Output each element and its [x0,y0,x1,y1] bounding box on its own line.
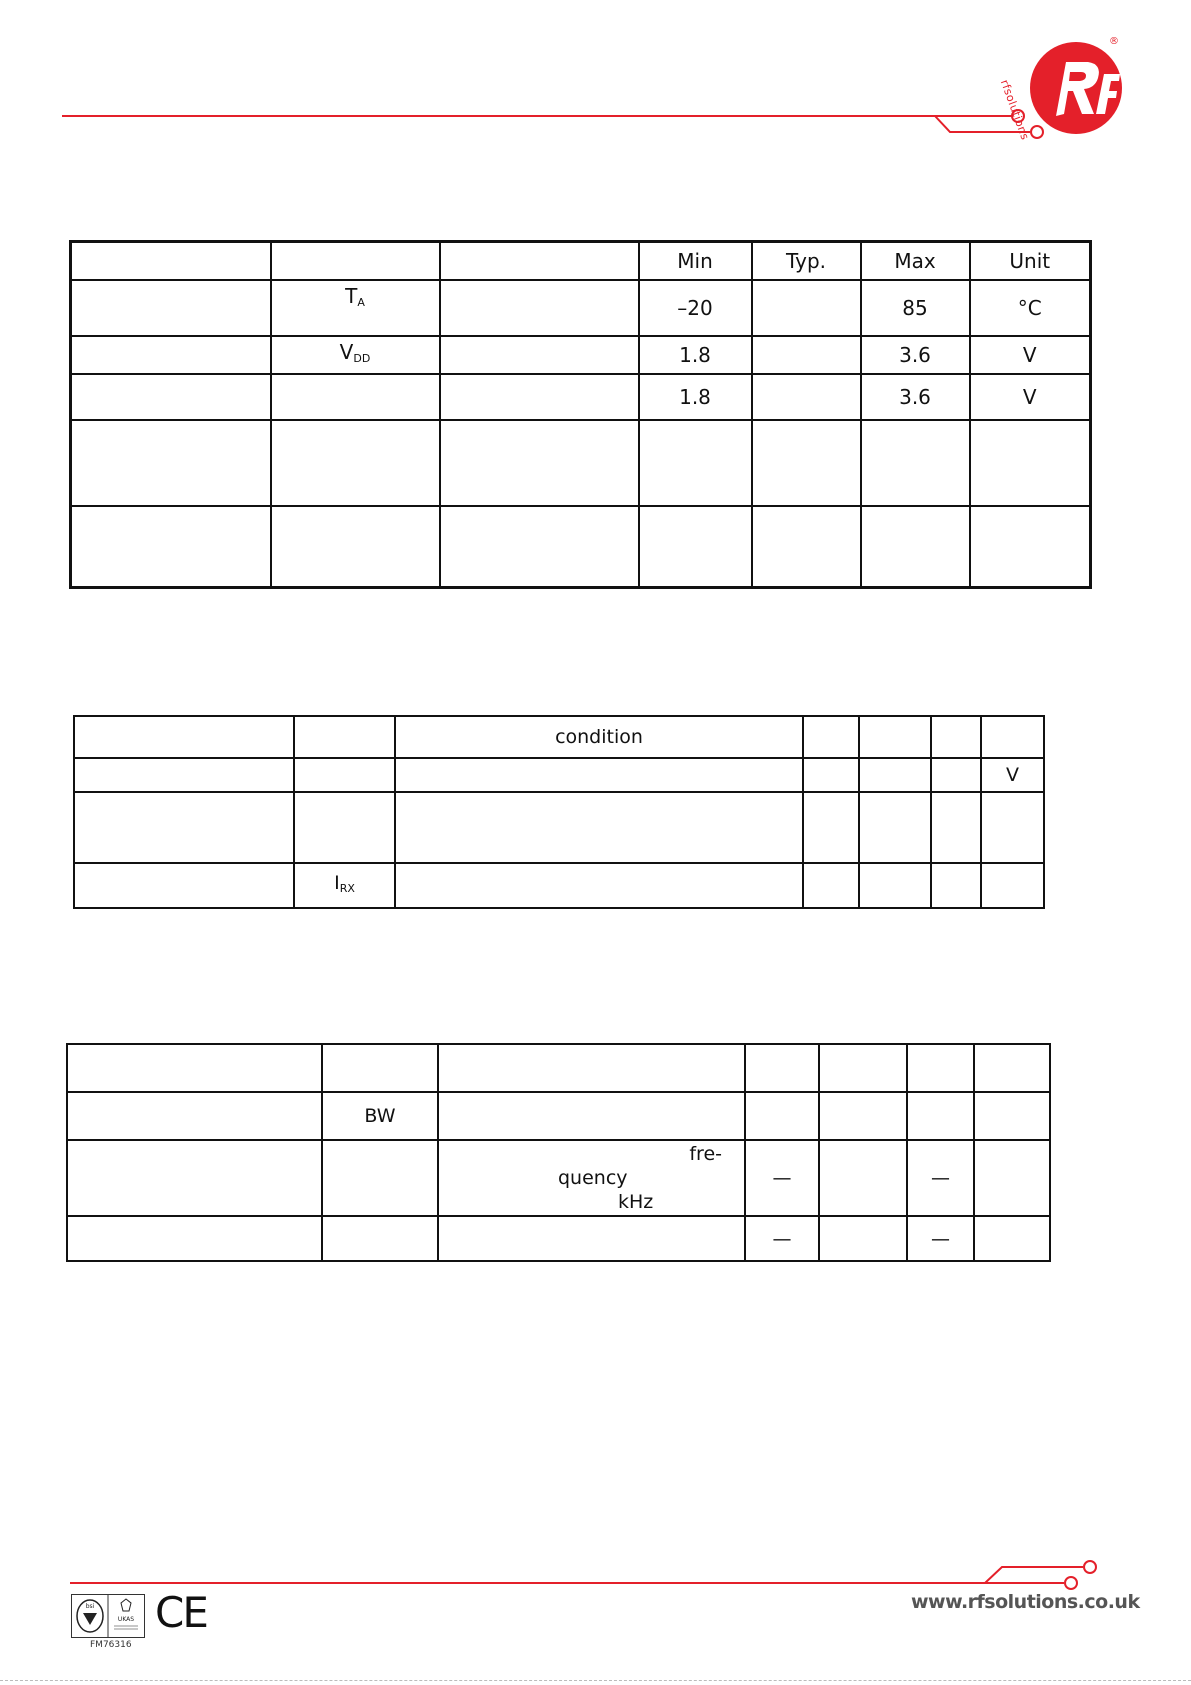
electrical-characteristics-table [73,715,1045,909]
header-max: Max [861,242,970,280]
header-cell [271,242,440,280]
parameter-cell [71,374,271,420]
condition-cell [440,506,639,588]
table-row [71,420,1091,506]
header-cell [859,716,931,758]
table-row [71,374,1091,420]
condition-line: kHz [618,1191,654,1213]
symbol-cell [271,506,440,588]
condition-line: fre- [689,1143,722,1165]
unit-cell: °C [970,280,1091,336]
header-cell [322,1044,438,1092]
table-row [74,863,1044,908]
typ-cell [752,420,861,506]
min-cell [803,863,859,908]
parameter-cell [71,280,271,336]
symbol-cell [322,1216,438,1261]
unit-cell [970,506,1091,588]
symbol-cell: $T_A$ [271,280,440,336]
unit-cell: V [970,374,1091,420]
unit-cell [974,1216,1050,1261]
max-cell [931,758,981,792]
header-cell [440,242,639,280]
min-cell: –20 [639,280,752,336]
unit-cell: V [981,758,1044,792]
typ-cell [819,1216,907,1261]
table-header-row [67,1044,1050,1092]
min-cell: 1.8 [639,374,752,420]
table-header-row [74,716,1044,758]
table-row [67,1092,1050,1140]
unit-cell [970,420,1091,506]
header-cell [819,1044,907,1092]
min-cell: — [745,1140,819,1216]
min-cell: — [745,1216,819,1261]
condition-cell [395,792,803,863]
table-row [71,280,1091,336]
condition-cell [395,758,803,792]
typ-cell [752,506,861,588]
parameter-cell [67,1140,322,1216]
condition-cell [440,336,639,374]
typ-cell [859,792,931,863]
parameter-cell [74,863,294,908]
table-row [67,1216,1050,1261]
typ-cell [752,374,861,420]
typ-cell [859,758,931,792]
parameter-cell [67,1216,322,1261]
max-cell [861,506,970,588]
min-cell [803,792,859,863]
parameter-cell [71,506,271,588]
condition-cell [440,420,639,506]
unit-cell [974,1092,1050,1140]
condition-line: quency [558,1167,628,1189]
condition-cell [438,1216,745,1261]
symbol-cell: BW [322,1092,438,1140]
condition-cell [438,1140,745,1216]
max-cell: — [907,1216,974,1261]
certification-badges [71,1594,145,1638]
max-cell: 3.6 [861,374,970,420]
min-cell [639,506,752,588]
parameter-cell [74,792,294,863]
unit-cell [981,863,1044,908]
symbol-cell: $V_{DD}$ [271,336,440,374]
max-cell [861,420,970,506]
table-row [71,336,1091,374]
max-cell: — [907,1140,974,1216]
header-unit: Unit [970,242,1091,280]
max-cell: 85 [861,280,970,336]
table-row [74,758,1044,792]
parameter-cell [67,1092,322,1140]
table-row [71,506,1091,588]
header-cell [67,1044,322,1092]
table-row [74,792,1044,863]
bsi-label: bsi [85,1603,95,1610]
unit-cell [981,792,1044,863]
typ-cell [819,1140,907,1216]
registered-mark: ® [1109,36,1119,47]
parameter-cell [71,420,271,506]
min-cell [639,420,752,506]
symbol-cell [271,374,440,420]
header-condition: condition [395,716,803,758]
typ-cell [752,280,861,336]
unit-cell [974,1140,1050,1216]
parameter-cell [71,336,271,374]
rf-solutions-logo-icon [1016,34,1126,138]
page-bottom-edge [0,1680,1191,1681]
rf-characteristics-table [66,1043,1051,1262]
condition-cell [438,1092,745,1140]
symbol-cell: $I_{RX}$ [294,863,395,908]
ukas-label: UKAS [117,1616,135,1623]
parameter-cell [74,758,294,792]
unit-cell: V [970,336,1091,374]
table-row [67,1140,1050,1216]
typ-cell [859,863,931,908]
header-cell [294,716,395,758]
header-cell [931,716,981,758]
symbol-cell [294,792,395,863]
operating-conditions-table [69,240,1092,589]
table-header-row [71,242,1091,280]
condition-cell [440,374,639,420]
website-url[interactable]: www.rfsolutions.co.uk [911,1591,1140,1613]
symbol-cell [294,758,395,792]
typ-cell [819,1092,907,1140]
max-cell [931,792,981,863]
symbol-cell [271,420,440,506]
header-cell [745,1044,819,1092]
condition-cell [440,280,639,336]
symbol-cell [322,1140,438,1216]
header-cell [803,716,859,758]
min-cell [745,1092,819,1140]
max-cell [907,1092,974,1140]
min-cell: 1.8 [639,336,752,374]
cert-code: FM76316 [90,1640,132,1650]
header-cell [981,716,1044,758]
logo-wordmark: rfsolutions [997,78,1032,142]
typ-cell [752,336,861,374]
condition-cell [395,863,803,908]
header-cell [438,1044,745,1092]
max-cell: 3.6 [861,336,970,374]
max-cell [931,863,981,908]
header-cell [974,1044,1050,1092]
min-cell [803,758,859,792]
header-cell [71,242,271,280]
ce-mark: CE [155,1588,207,1637]
header-typ: Typ. [752,242,861,280]
header-cell [74,716,294,758]
rf-solutions-logo [997,34,1126,142]
header-cell [907,1044,974,1092]
bsi-kitemark-icon [72,1595,144,1637]
header-min: Min [639,242,752,280]
